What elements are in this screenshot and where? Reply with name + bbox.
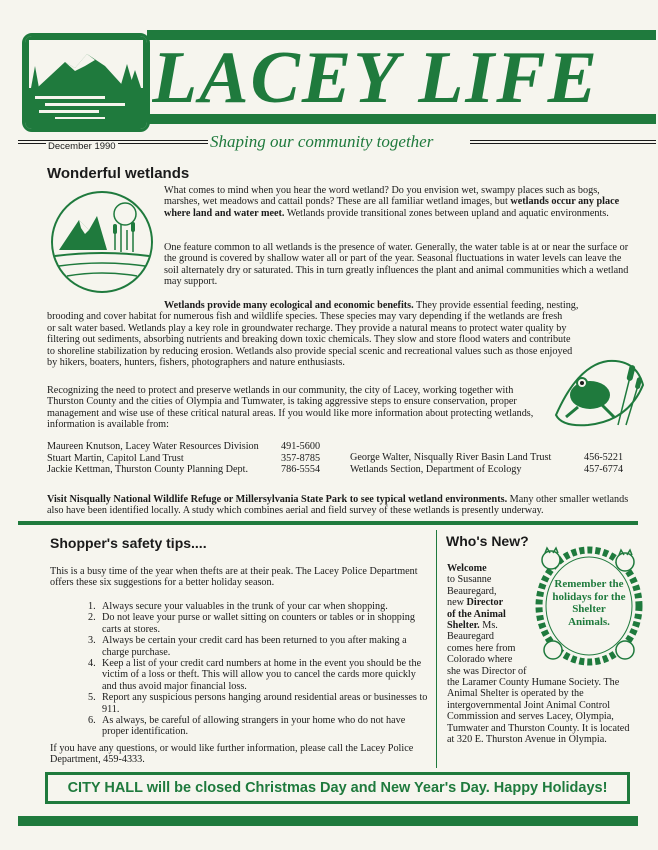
wetlands-para-3-start: They provide essential feeding, nesting, [413,300,579,311]
tip-number: 4. [88,658,96,670]
shopper-outro-text: If you have any questions, or would like further information, please call the Lacey Police Department, 459-4333. [50,743,414,766]
masthead-logo [22,33,150,132]
holiday-badge-text: Remember the holidays for the Shelter Animals. [552,578,626,628]
column-divider [436,530,437,768]
whosnew-heading: Who's New? [446,533,529,549]
contact-name: Jackie Kettman, Thurston County Planning Dept. [47,464,248,476]
whosnew-line: Colorado where [447,654,513,666]
shopper-intro [50,566,428,589]
closure-banner-text: CITY HALL will be closed Christmas Day and New Year's Day. Happy Holidays! [67,780,608,796]
whosnew-intro [447,563,537,677]
contact-phone: 357-8785 [281,452,321,464]
tip-number: 6. [88,715,96,727]
wetlands-para-1-emphasis: wetlands occur any place where land and water meet. [164,196,620,219]
tip-text: Always secure your valuables in the trunk of your car when shopping. [102,601,388,612]
whosnew-title: of the Animal [447,608,506,620]
contact-name: Wetlands Section, Department of Ecology [350,463,522,475]
shopper-intro-text: This is a busy time of the year when thefts are at their peak. The Lacey Police Department offers these six suggestions for a better holiday season. [50,566,418,589]
contact-row [350,464,623,476]
whosnew-line: new [447,597,467,609]
wetlands-para-1 [164,185,630,219]
footer-bar [18,816,638,826]
whosnew-title: Director [466,597,504,609]
contact-row [47,464,320,476]
section-divider [18,521,638,525]
contact-phone: 491-5600 [281,441,321,452]
whosnew-rest-text: the Laramer County Humane Society. The Animal Shelter is operated by the intergovernmental Joint Animal Control Commission and serves Lacey, Olympia, Tumwater and Thurston County. It is located at 320 E. Thurston Avenue in Olympia. [447,677,630,746]
contacts-left [47,441,320,476]
tip-number: 5. [88,692,96,704]
issue-date: December 1990 [48,141,116,152]
tip-number: 3. [88,635,96,647]
wetlands-para-2 [164,242,630,288]
tip-text: As always, be careful of allowing strangers in your home who do not have proper identification. [102,715,406,738]
whosnew-line: to Susanne [447,574,492,586]
shopper-heading: Shopper's safety tips.... [50,535,207,551]
wetlands-para-4-text: Recognizing the need to protect and preserve wetlands in our community, the city of Lacey, working together with Thurston County and the cities of Olympia and Tumwater, is taking aggressive steps to ensure conservation, proper management and wise use of these critical natural areas. If you would like more information about protecting wetlands, information is available from: [47,385,534,431]
contacts-right [350,452,623,475]
wetlands-visit-text: Many other smaller wetlands also have been identified locally. A study which combines aerial and field survey of these wetlands is presently underway. [47,494,629,517]
list-item [84,715,430,738]
contact-name: Maureen Knutson, Lacey Water Resources Division [47,441,259,452]
contact-name: Stuart Martin, Capitol Land Trust [47,452,184,464]
frog-cattail-icon [548,355,648,430]
whosnew-line: comes here from [447,642,516,654]
frog-illustration [548,355,648,430]
list-item [84,658,430,692]
wetlands-visit-emphasis: Visit Nisqually National Wildlife Refuge or Millersylvania State Park to see typical wetland environments. [47,494,508,505]
wetlands-heading: Wonderful wetlands [47,165,190,182]
whosnew-line: Beauregard, [447,585,497,597]
tip-text: Keep a list of your credit card numbers at home in the event you should be the victim of a loss or theft. This will allow you to cancel the cards more quickly and thus avoid major financial loss. [102,658,422,692]
wetlands-para-3 [47,300,633,368]
shopper-outro [50,743,428,766]
whosnew-title: Shelter. [447,620,480,632]
masthead [0,0,658,160]
contact-name: George Walter, Nisqually River Basin Land Trust [350,452,552,463]
contact-row [47,453,320,465]
whosnew-line: Beauregard [447,631,494,643]
contact-phone: 456-5221 [584,452,624,463]
list-item [84,692,430,715]
tip-text: Always be certain your credit card has been returned to you after making a charge purchase. [102,635,407,658]
contact-phone: 786-5554 [281,464,321,476]
tip-text: Report any suspicious persons hanging around residential areas or businesses to 911. [102,692,428,715]
wetlands-para-1-end: Wetlands provide transitional zones between upland and aquatic environments. [284,207,609,219]
masthead-title: LACEY LIFE [152,40,599,116]
holiday-wreath [533,544,645,668]
tip-text: Do not leave your purse or wallet sitting on counters or tables or in shopping carts at stores. [102,612,415,635]
wetlands-para-1-text: What comes to mind when you hear the word wetland? Do you envision wet, swampy places such as bogs, marshes, wet meadows and cattail ponds? These are all familiar wetland images, but [164,185,600,208]
tip-number: 2. [88,612,96,624]
contact-row [47,441,320,453]
contact-row [350,452,623,464]
whosnew-line: she was Director of [447,665,527,677]
wetlands-visit [47,494,633,517]
wetlands-para-3-emphasis: Wetlands provide many ecological and economic benefits. [164,300,414,311]
tagline: Shaping our community together [210,132,434,151]
whosnew-body [447,677,637,745]
list-item [84,612,430,635]
whosnew-line: Ms. [479,620,498,632]
contact-phone: 457-6774 [584,463,624,475]
wetlands-illustration [45,190,160,295]
shopper-tips [84,601,430,738]
mountain-lake-icon [25,36,147,129]
whosnew-welcome: Welcome [447,563,487,574]
wetland-scene-icon [45,190,160,295]
tip-number: 1. [88,601,96,612]
wetlands-para-3-text: brooding and cover habitat for numerous fish and wildlife species. These species may vary depending if the wetlands are fresh or salt water based. Wetlands play a key role in groundwater recharge. They provide a natural means to protect water quality by filtering out sediments, absorbing nutrients and breaking down toxic chemicals. They slow and store flood waters and contribute to shoreline stabilization by reducing erosion. Wetlands also provide special scenic and recreational values such as those enjoyed by hikers, boaters, hunters, fishers, photographers and nature enthusiasts. [47,311,573,369]
closure-banner [45,772,630,804]
wetlands-para-4 [47,385,547,431]
list-item [84,635,430,658]
list-item [84,601,430,612]
wetlands-para-2-text: One feature common to all wetlands is the presence of water. Generally, the water table is at or near the surface or the ground is covered by shallow water all or part of the year. Seasonal fluctuations in water levels can leave the soil alternately dry or saturated. This in turn greatly influences the plant and animal communities which a wetland may support. [164,242,629,288]
